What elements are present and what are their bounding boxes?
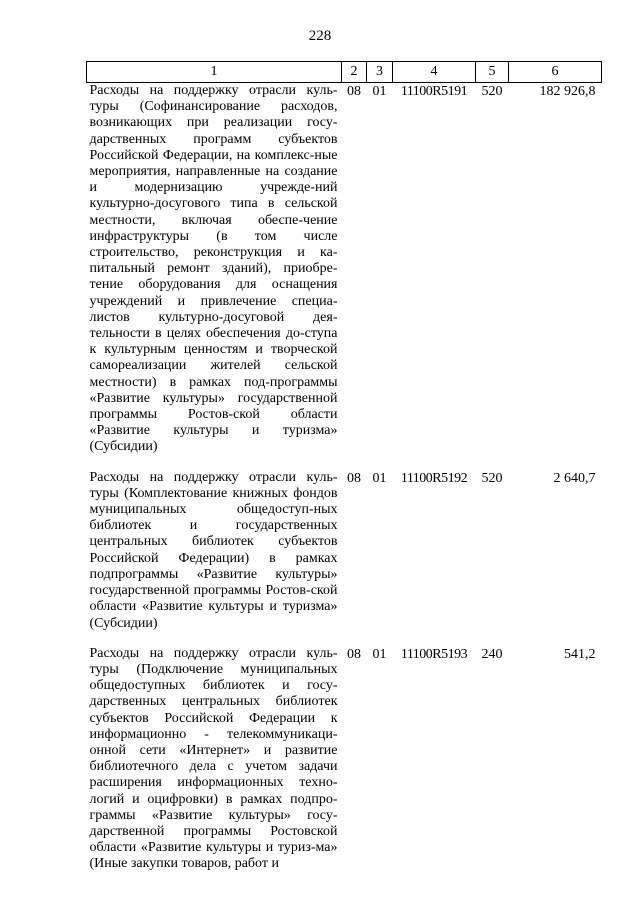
expense-description: Расходы на поддержку отрасли куль-туры (Подключение муниципальных общедоступных библиотек и госу-дарственных центральных библиотек субъектов Российской Федерации к информационно - телекоммуникаци-онной сети «Интернет» и развитие библиотечного дела с учетом задачи расширения информационных техно-логий и оцифровки) в рамках подпро-граммы «Развитие культуры» госу-дарственной программы Ростовской области «Развитие культуры и туриз-ма» (Иные закупки товаров, работ и [89,645,338,872]
expense-type-code: 520 [481,470,503,486]
target-article-code: 11100R5192 [400,470,468,486]
table-row [87,456,602,632]
expense-description: Расходы на поддержку отрасли куль-туры (Комплектование книжных фондов муниципальных общедоступ-ных библиотек и государственных центральных библиотек субъектов Российской Федерации) в рамках подпрограммы «Развитие культуры» государственной программы Ростов-ской области «Развитие культуры и туризма» (Субсидии) [89,469,338,631]
amount-value: 541,2 [564,646,596,662]
budget-table [86,61,602,873]
table-row [87,83,602,456]
expense-description: Расходы на поддержку отрасли куль-туры (Софинансирование расходов, возникающих при реализации госу-дарственных программ субъектов Российской Федерации, на комплекс-ные мероприятия, направленные на создание и модернизацию учрежде-ний культурно-досугового типа в сельской местности, включая обеспе-чение инфраструктуры (в том числе строительство, реконструкция и ка-питальный ремонт зданий), приобре-тение оборудования для оснащения учреждений и привлечение специа-листов культурно-досуговой дея-тельности в целях обеспечения до-ступа к культурным ценностям и творческой самореализации жителей сельской местности) в рамках под-программы «Развитие культуры» государственной программы Ростов-ской области «Развитие культуры и туризма» (Субсидии) [89,83,338,455]
column-header: 1 [87,62,342,83]
column-header: 5 [476,62,509,83]
expense-type-code: 240 [481,646,503,662]
amount-value: 2 640,7 [553,470,596,486]
column-header: 2 [342,62,367,83]
table-header-row [87,62,602,83]
target-article-code: 11100R5193 [400,646,468,662]
amount-value: 182 926,8 [539,84,596,99]
subsection-code: 01 [372,646,387,662]
section-code: 08 [347,646,361,662]
target-article-code: 11100R5191 [400,84,468,99]
column-header: 6 [509,62,602,83]
table-row [87,632,602,873]
column-header: 3 [367,62,393,83]
section-code: 08 [347,84,361,99]
expense-type-code: 520 [481,84,503,99]
page-number: 228 [308,28,332,44]
subsection-code: 01 [372,84,387,99]
subsection-code: 01 [372,470,387,486]
section-code: 08 [347,470,361,486]
column-header: 4 [393,62,476,83]
